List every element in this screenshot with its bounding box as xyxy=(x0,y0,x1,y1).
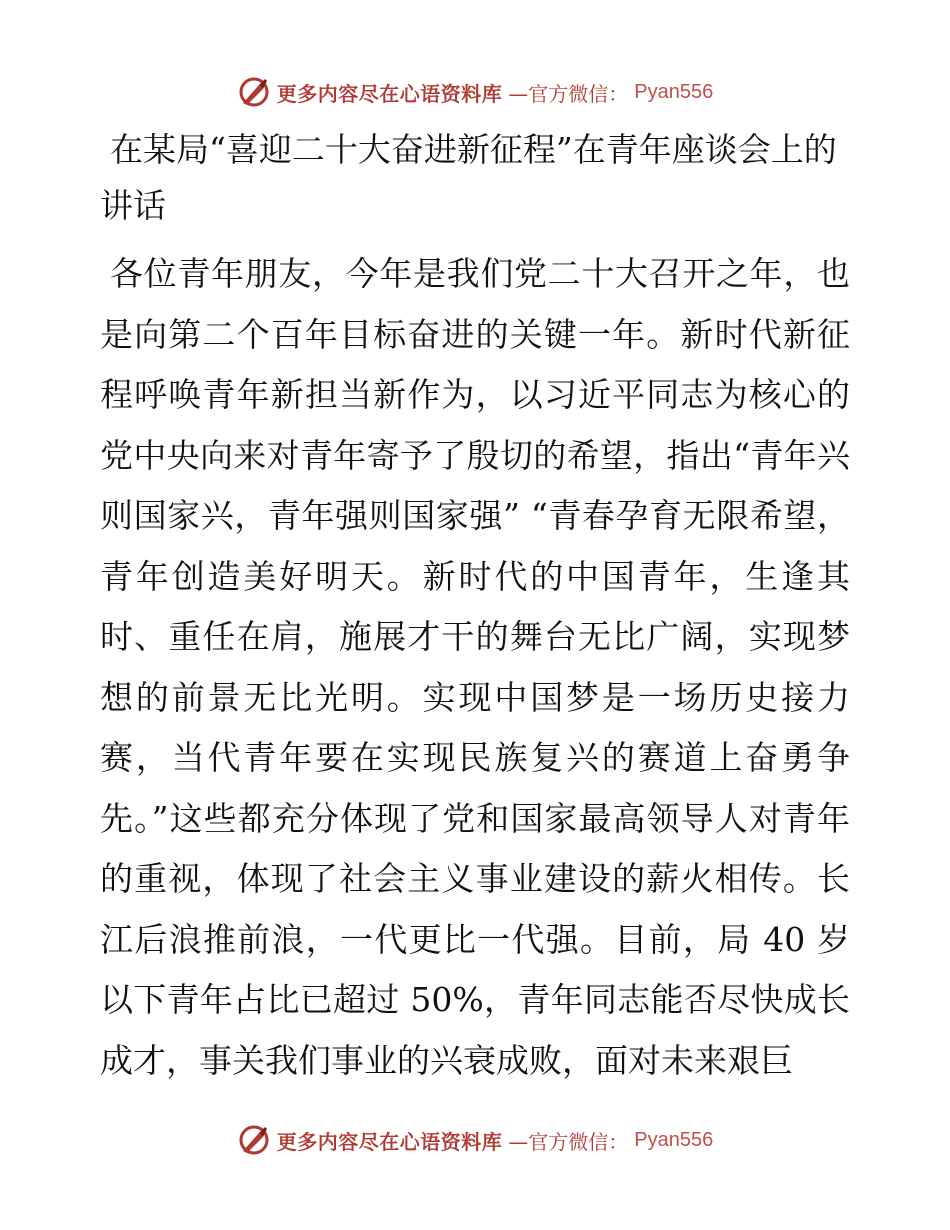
watermark-separator: —官方微信： xyxy=(508,81,629,106)
watermark-separator: —官方微信： xyxy=(508,1129,629,1154)
document-title: 在某局“喜迎二十大奋进新征程”在青年座谈会上的讲话 xyxy=(100,130,837,225)
watermark-text: 更多内容尽在心语资料库 xyxy=(276,1129,503,1154)
pen-logo-icon xyxy=(237,1123,271,1157)
footer-watermark xyxy=(0,1120,950,1160)
watermark-handle: Pyan556 xyxy=(634,80,714,103)
document-paragraph: 各位青年朋友，今年是我们党二十大召开之年，也是向第二个百年目标奋进的关键一年。新时代新征程呼唤青年新担当新作为，以习近平同志为核心的党中央向来对青年寄予了殷切的希望，指出“青年兴则国家兴，青年强则国家强” “青春孕育无限希望，青年创造美好明天。新时代的中国青年，生逢其时、重任在肩，施展才干的舞台无比广阔，实现梦想的前景无比光明。实现中国梦是一场历史接力赛，当代青年要在实现民族复兴的赛道上奋勇争先。”这些都充分体现了党和国家最高领导人对青年的重视，体现了社会主义事业建设的薪火相传。长江后浪推前浪，一代更比一代强。目前，局 40 岁以下青年占比已超过 50%，青年同志能否尽快成长成才，事关我们事业的兴衰成败，面对未来艰巨 xyxy=(100,254,850,1080)
watermark-text: 更多内容尽在心语资料库 xyxy=(276,81,503,106)
watermark-handle: Pyan556 xyxy=(634,1128,714,1151)
document-body xyxy=(100,122,850,1091)
header-watermark xyxy=(0,72,950,112)
pen-logo-icon xyxy=(237,75,271,109)
